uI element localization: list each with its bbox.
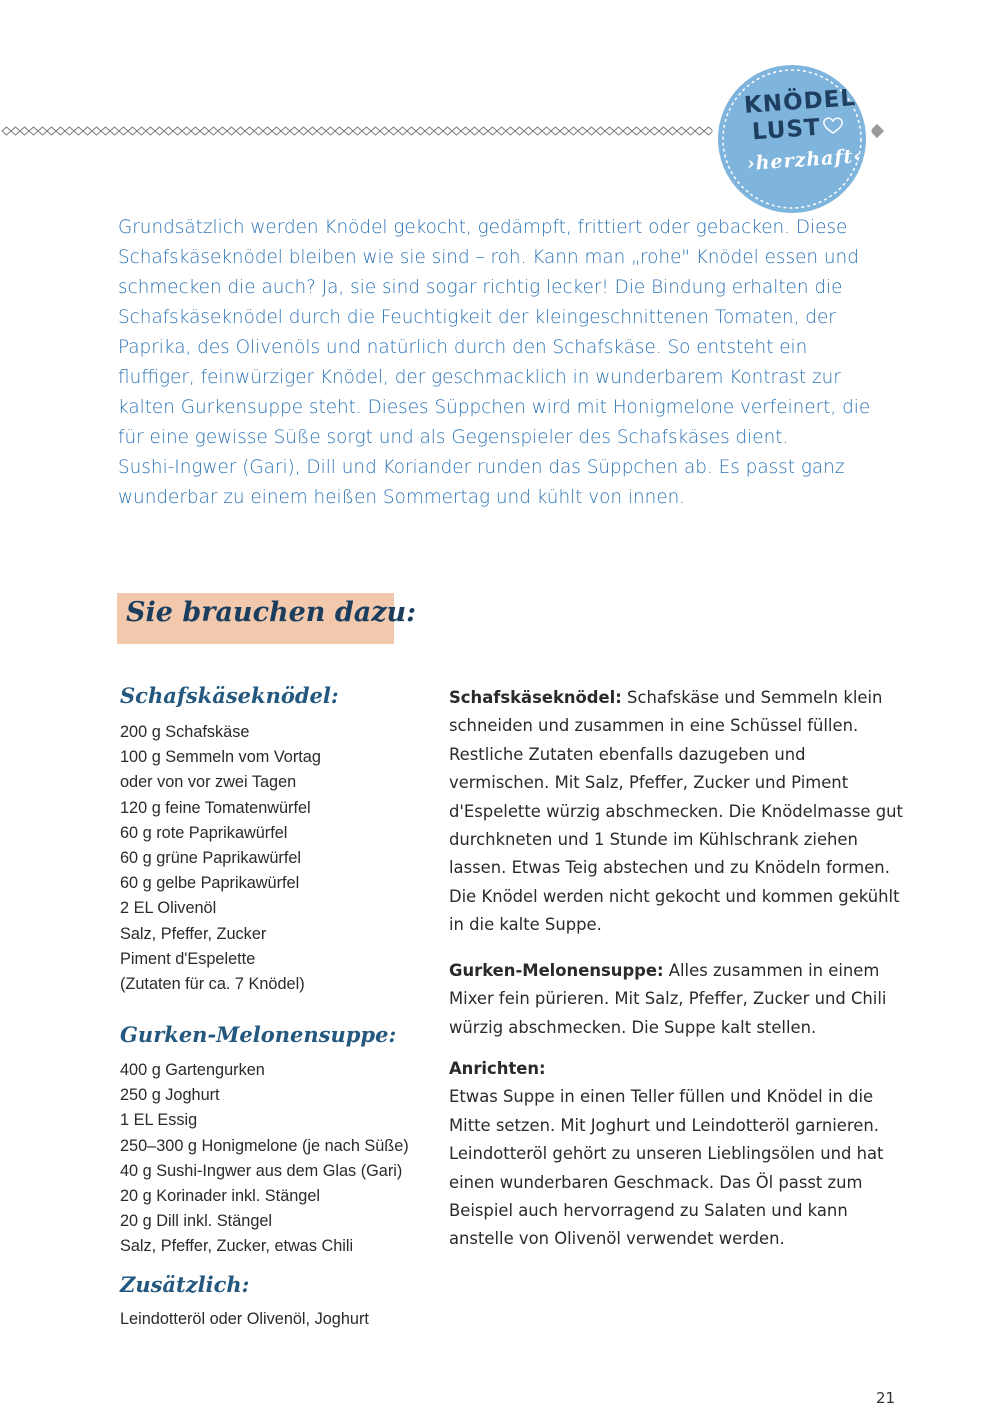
ingredient-item: 60 g grüne Paprikawürfel: [120, 849, 302, 868]
step-text: Alles zusammen in einem Mixer fein pürieren. Mit Salz, Pfeffer, Zucker und Chili würzig abschmecken. Die Suppe kalt stellen.: [449, 961, 887, 1037]
intro-paragraph: [118, 213, 888, 513]
ingredient-item: Leindotteröl oder Olivenöl, Joghurt: [120, 1310, 369, 1328]
ingredient-item: 200 g Schafskäse: [120, 723, 250, 741]
ingredient-item: 20 g Dill inkl. Stängel: [120, 1212, 273, 1231]
ingredient-item: oder von vor zwei Tagen: [120, 773, 297, 792]
badge-line-1: KNÖDEL: [743, 85, 857, 119]
step-schafskaeseknoedel: [449, 684, 909, 940]
page-number: 21: [876, 1389, 896, 1407]
intro-text: Grundsätzlich werden Knödel gekocht, gedämpft, frittiert oder gebacken. Diese Schafskäseknödel bleiben wie sie sind – roh. Kann man „rohe" Knödel essen und schmecken die auch? Ja, sie sind sogar richtig lecker! Die Bindung erhalten die Schafskäseknödel durch die Feuchtigkeit der kleingeschnittenen Tomaten, der Paprika, des Olivenöls und natürlich durch den Schafskäse. So entsteht ein fluffiger, feinwürziger Knödel, der geschmacklich in wunderbarem Kontrast zur kalten Gurkensuppe steht. Dieses Süppchen wird mit Honigmelone verfeinert, die für eine gewisse Süße sorgt und als Gegenspieler des Schafskäses dient.: [118, 217, 871, 448]
ingredients-heading-3: Zusätzlich:: [120, 1272, 250, 1297]
ingredient-item: 60 g gelbe Paprikawürfel: [120, 874, 300, 893]
intro-text-2: Sushi-Ingwer (Gari), Dill und Koriander runden das Süppchen ab. Es passt ganz wunderbar zu einem heißen Sommertag und kühlt von innen.: [118, 457, 845, 508]
ingredient-item: 60 g rote Paprikawürfel: [120, 823, 288, 842]
ingredients-heading-1: Schafskäseknödel:: [120, 683, 339, 708]
ingredients-list-3: [120, 1307, 369, 1332]
ingredient-item: 250–300 g Honigmelone (je nach Süße): [120, 1136, 409, 1155]
badge-line-3: ›herzhaft‹: [746, 145, 863, 175]
ingredient-item: Piment d'Espelette: [120, 949, 256, 968]
ingredient-item: 20 g Korinader inkl. Stängel: [120, 1187, 321, 1206]
ingredient-item: 400 g Gartengurken: [120, 1061, 265, 1079]
ingredient-item: Salz, Pfeffer, Zucker, etwas Chili: [120, 1237, 354, 1256]
step-label: Anrichten:: [449, 1059, 546, 1078]
ingredient-item: 100 g Semmeln vom Vortag: [120, 748, 321, 767]
step-text: Etwas Suppe in einen Teller füllen und Knödel in die Mitte setzen. Mit Joghurt und Leindotteröl garnieren. Leindotteröl gehört zu unseren Lieblingsölen und hat einen wunderbaren Geschmack. Das Öl passt zum Beispiel auch hervorragend zu Salaten und kann anstelle von Olivenöl verwendet werden.: [449, 1087, 884, 1249]
step-label: Gurken-Melonensuppe:: [449, 961, 664, 980]
ingredient-item: 2 EL Olivenöl: [120, 899, 217, 918]
step-text: Schafskäse und Semmeln klein schneiden und zusammen in eine Schüssel füllen. Restliche Zutaten ebenfalls dazugeben und vermischen. Mit Salz, Pfeffer, Zucker und Piment d'Espelette würzig abschmecken. Die Knödelmasse gut durchkneten und 1 Stunde im Kühlschrank ziehen lassen. Etwas Teig abstechen und zu Knödeln formen. Die Knödel werden nicht gekocht und kommen gekühlt in die kalte Suppe.: [449, 688, 903, 935]
ingredients-list-1: [120, 720, 321, 997]
section-title: Sie brauchen dazu:: [126, 597, 417, 628]
step-anrichten: [449, 1055, 909, 1254]
badge-line-2: LUST: [751, 114, 822, 146]
ingredient-item: 1 EL Essig: [120, 1111, 198, 1130]
ingredient-item: (Zutaten für ca. 7 Knödel): [120, 975, 305, 994]
ingredient-item: 250 g Joghurt: [120, 1086, 220, 1105]
step-gurken-melonensuppe: [449, 957, 909, 1042]
ingredient-item: 120 g feine Tomatenwürfel: [120, 798, 311, 817]
ingredients-heading-2: Gurken-Melonensuppe:: [120, 1022, 397, 1047]
ingredient-item: Salz, Pfeffer, Zucker: [120, 924, 267, 943]
ingredients-list-2: [120, 1058, 409, 1260]
ingredient-item: 40 g Sushi-Ingwer aus dem Glas (Gari): [120, 1161, 403, 1180]
step-label: Schafskäseknödel:: [449, 688, 622, 707]
